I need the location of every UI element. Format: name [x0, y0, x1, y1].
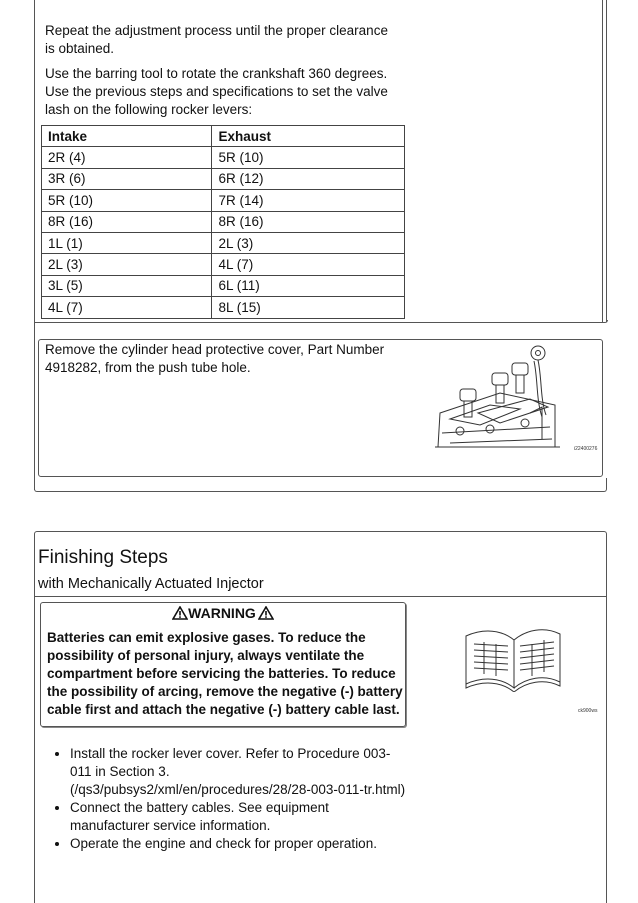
cell-exhaust: 4L (7) [212, 254, 405, 275]
table-row [42, 147, 405, 168]
cell-exhaust: 8L (15) [212, 297, 405, 318]
finishing-subtitle: with Mechanically Actuated Injector [38, 576, 264, 592]
valve-lash-table [41, 125, 405, 319]
step-block-bottom-edge [34, 320, 608, 323]
table-row [42, 232, 405, 253]
right-border-top [602, 0, 603, 322]
table-row [42, 168, 405, 189]
manual-figure-caption: ck900ws [578, 708, 598, 714]
list-item: • Operate the engine and check for proper operation. [70, 835, 410, 853]
cell-intake: 1L (1) [42, 232, 212, 253]
cell-intake: 2R (4) [42, 147, 212, 168]
finishing-title: Finishing Steps [38, 547, 168, 568]
warning-text: Batteries can emit explosive gases. To reduce the possibility of personal injury, always ventilate the compartment before servicing the batteries. To reduce the possibility of arcing, remove the negative (-) battery cable first and attach the negative (-) battery cable last. [47, 630, 403, 717]
table-row [42, 275, 405, 296]
cell-exhaust: 2L (3) [212, 232, 405, 253]
cell-intake: 4L (7) [42, 297, 212, 318]
cell-exhaust: 6R (12) [212, 168, 405, 189]
finishing-steps-list [42, 745, 410, 853]
cell-exhaust: 8R (16) [212, 211, 405, 232]
cell-intake: 3L (5) [42, 275, 212, 296]
table-row [42, 297, 405, 318]
cover-step-text: Remove the cylinder head protective cover, Part Number 4918282, from the push tube hole. [45, 342, 385, 375]
cell-intake: 2L (3) [42, 254, 212, 275]
cell-exhaust: 5R (10) [212, 147, 405, 168]
cell-intake: 5R (10) [42, 190, 212, 211]
warning-triangle-icon [258, 606, 274, 620]
table-row [42, 190, 405, 211]
cover-figure-caption: i22400276 [574, 446, 598, 452]
header-exhaust: Exhaust [212, 126, 405, 147]
list-item: • Connect the battery cables. See equipment manufacturer service information. [70, 799, 410, 835]
intro-paragraph-2: Use the barring tool to rotate the crankshaft 360 degrees. Use the previous steps and specifications to set the valve lash on the following rocker levers: [45, 66, 388, 117]
table-row [42, 254, 405, 275]
cell-exhaust: 7R (14) [212, 190, 405, 211]
header-intake: Intake [42, 126, 212, 147]
subtitle-rule [35, 596, 606, 597]
left-border-top [34, 0, 35, 490]
right-border-top-outer [606, 0, 607, 322]
rocker-lever-illustration [430, 343, 570, 455]
top-section-bottom-edge [34, 478, 607, 492]
warning-title: WARNING [188, 605, 256, 621]
warning-box [40, 602, 406, 727]
cell-intake: 8R (16) [42, 211, 212, 232]
table-header-row [42, 126, 405, 147]
open-manual-illustration [462, 620, 564, 692]
table-row [42, 211, 405, 232]
warning-heading [41, 605, 405, 621]
warning-triangle-icon [172, 606, 188, 620]
cell-intake: 3R (6) [42, 168, 212, 189]
list-item: • Install the rocker lever cover. Refer to Procedure 003-011 in Section 3. (/qs3/pubsys2/xml/en/procedures/28/28-003-011-tr.html) [70, 745, 410, 799]
intro-paragraph-1: Repeat the adjustment process until the proper clearance is obtained. [45, 23, 388, 56]
cell-exhaust: 6L (11) [212, 275, 405, 296]
